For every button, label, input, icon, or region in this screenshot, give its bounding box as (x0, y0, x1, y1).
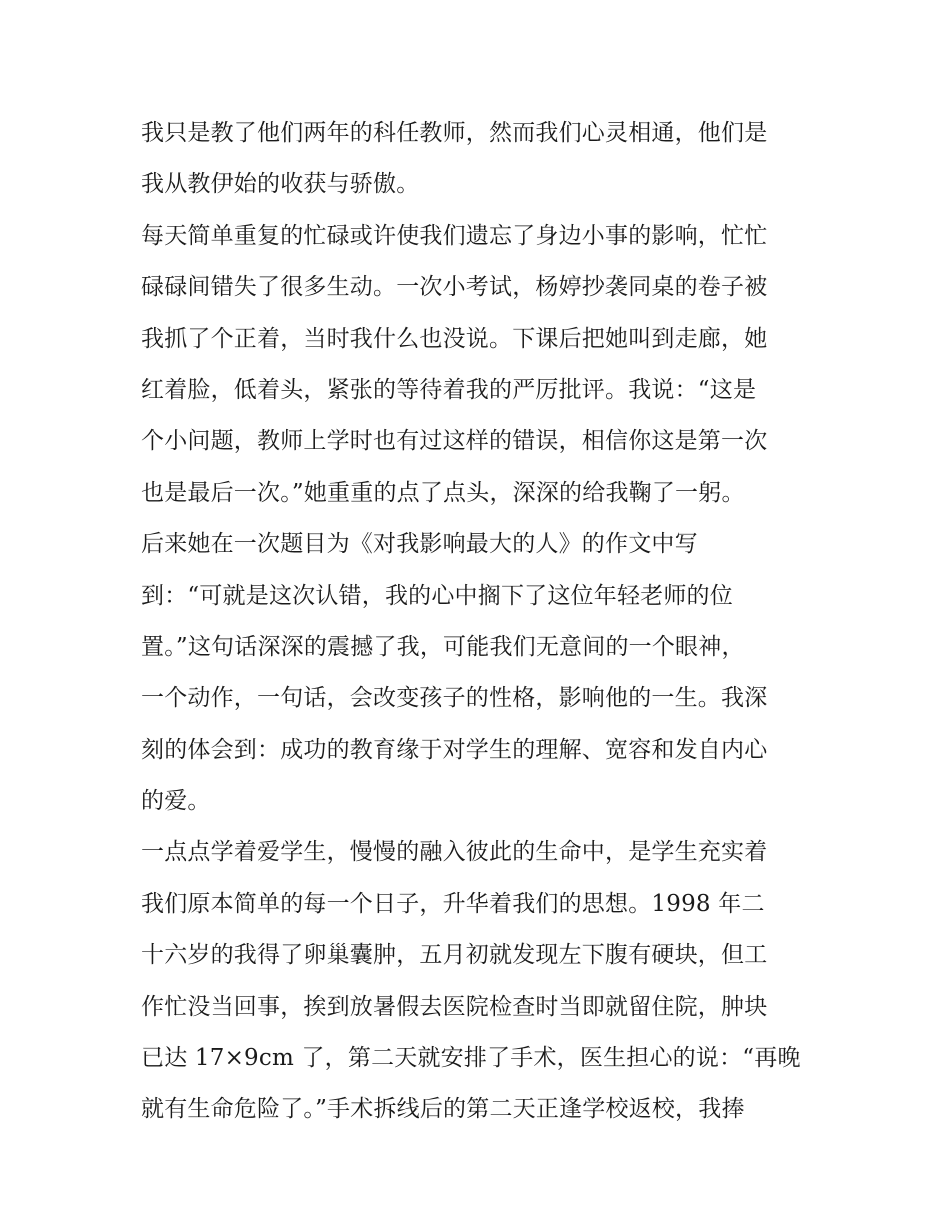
text-line: 后来她在一次题目为《对我影响最大的人》的作文中写 (141, 531, 698, 558)
text-line: 碌碌间错失了很多生动。一次小考试，杨婷抄袭同桌的卷子被 (141, 274, 768, 301)
text-line: 的爱。 (141, 788, 211, 815)
text-line: 红着脸，低着头，紧张的等待着我的严厉批评。我说：“这是 (141, 376, 757, 403)
text-line: 作忙没当回事，挨到放暑假去医院检查时当即就留住院，肿块 (141, 993, 768, 1020)
text-line: 置。”这句话深深的震撼了我，可能我们无意间的一个眼神， (141, 633, 745, 660)
text-line: 就有生命危险了。”手术拆线后的第二天正逢学校返校，我捧 (141, 1096, 745, 1123)
text-line: 个小问题，教师上学时也有过这样的错误，相信你这是第一次 (141, 428, 768, 455)
document-body (141, 108, 821, 1136)
text-line: 十六岁的我得了卵巢囊肿，五月初就发现左下腹有硬块，但工 (141, 942, 768, 969)
text-line: 刻的体会到：成功的教育缘于对学生的理解、宽容和发自内心 (141, 736, 768, 763)
text-line: 每天简单重复的忙碌或许使我们遗忘了身边小事的影响，忙忙 (141, 222, 768, 249)
text-line: 我抓了个正着，当时我什么也没说。下课后把她叫到走廊，她 (141, 325, 768, 352)
text-line: 也是最后一次。”她重重的点了点头，深深的给我鞠了一躬。 (141, 479, 745, 506)
text-line: 到：“可就是这次认错，我的心中搁下了这位年轻老师的位 (141, 582, 733, 609)
text-line: 一个动作，一句话，会改变孩子的性格，影响他的一生。我深 (141, 685, 768, 712)
text-line: 我从教伊始的收获与骄傲。 (141, 171, 420, 198)
text-line: 一点点学着爱学生，慢慢的融入彼此的生命中，是学生充实着 (141, 839, 768, 866)
text-line: 已达 17×9cm 了，第二天就安排了手术，医生担心的说：“再晚 (141, 1045, 801, 1072)
text-line: 我只是教了他们两年的科任教师，然而我们心灵相通，他们是 (141, 120, 768, 146)
text-line: 我们原本简单的每一个日子，升华着我们的思想。1998 年二 (141, 890, 765, 917)
